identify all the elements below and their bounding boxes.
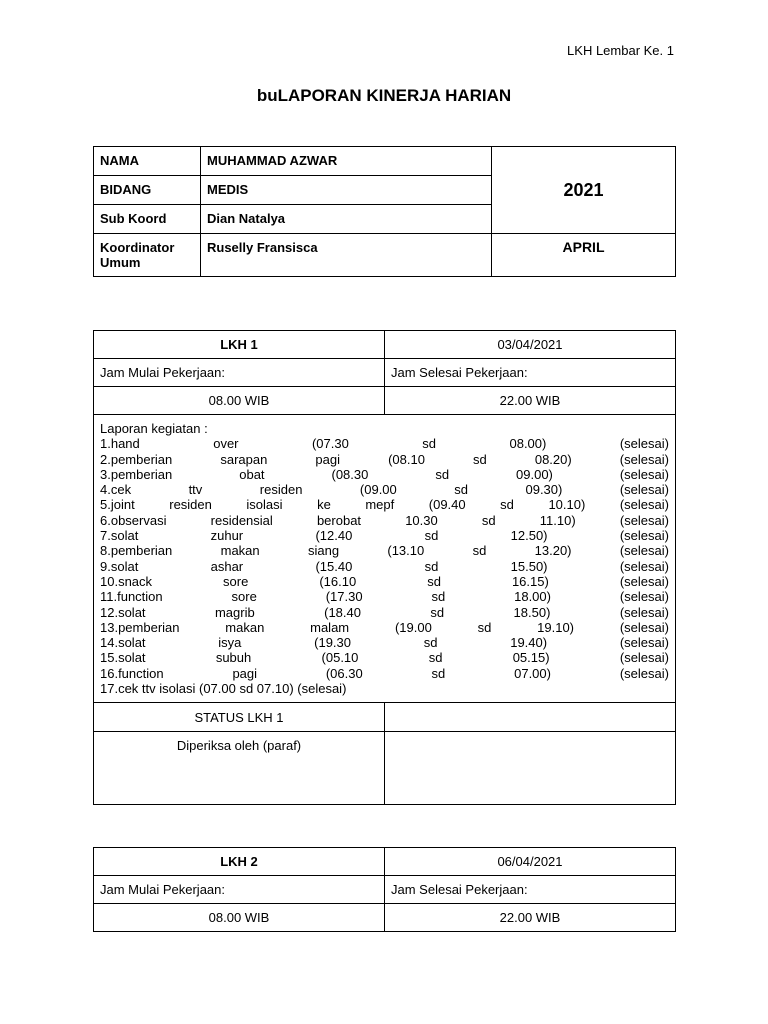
report-word: sd xyxy=(424,558,439,574)
report-word: sd xyxy=(431,665,446,681)
report-word: 9.solat xyxy=(100,558,139,574)
report-heading: Laporan kegiatan : xyxy=(100,421,208,436)
report-word: residensial xyxy=(210,512,273,528)
lkh-2-end-time: 22.00 WIB xyxy=(385,904,676,932)
report-word: (selesai) xyxy=(619,466,669,482)
report-lines xyxy=(100,436,669,681)
label-bidang: BIDANG xyxy=(94,176,201,205)
report-word: sd xyxy=(430,604,445,620)
report-line: 17.cek ttv isolasi (07.00 sd 07.10) (selesai) xyxy=(100,681,347,697)
report-word: zuhur xyxy=(210,528,244,544)
report-line xyxy=(100,635,669,650)
report-word: (05.10 xyxy=(321,650,359,666)
report-word: 15.50) xyxy=(510,558,548,574)
report-word: makan xyxy=(220,543,260,559)
report-word: 19.10) xyxy=(537,619,575,635)
report-word: mepf xyxy=(365,497,395,513)
report-word: 6.observasi xyxy=(100,512,167,528)
report-word: sore xyxy=(223,573,249,589)
report-word: (17.30 xyxy=(325,589,363,605)
lkh-2-date: 06/04/2021 xyxy=(385,848,676,876)
report-word: 11.function xyxy=(100,589,163,605)
lkh-1-start-label: Jam Mulai Pekerjaan: xyxy=(94,359,385,387)
report-line xyxy=(100,589,669,604)
report-word: magrib xyxy=(214,604,255,620)
report-word: isya xyxy=(218,635,242,651)
report-word: malam xyxy=(310,619,350,635)
report-line xyxy=(100,513,669,528)
report-word: ashar xyxy=(210,558,244,574)
report-word: 14.solat xyxy=(100,635,146,651)
lkh-2-table xyxy=(93,847,676,932)
report-word: 13.pemberian xyxy=(100,619,180,635)
report-word: 3.pemberian xyxy=(100,466,173,482)
label-nama: NAMA xyxy=(94,147,201,176)
report-word: (09.00 xyxy=(359,482,397,498)
report-word: (selesai) xyxy=(619,512,669,528)
report-line xyxy=(100,666,669,681)
report-word: 05.15) xyxy=(512,650,550,666)
report-line xyxy=(100,497,669,512)
identity-table xyxy=(93,146,676,277)
report-word: 16.function xyxy=(100,665,164,681)
value-nama: MUHAMMAD AZWAR xyxy=(201,147,492,176)
report-word: 08.00) xyxy=(509,436,547,452)
lkh-1-table xyxy=(93,330,676,805)
value-sub-koord: Dian Natalya xyxy=(201,205,492,234)
report-word: sd xyxy=(423,635,438,651)
report-word: (selesai) xyxy=(619,589,669,605)
report-word: 10.10) xyxy=(548,497,586,513)
report-word: (08.30 xyxy=(331,466,369,482)
report-word: (selesai) xyxy=(619,573,669,589)
report-word: 16.15) xyxy=(511,573,549,589)
report-word: (selesai) xyxy=(619,528,669,544)
value-bidang: MEDIS xyxy=(201,176,492,205)
lkh-2-start-label: Jam Mulai Pekerjaan: xyxy=(94,876,385,904)
report-word: pagi xyxy=(232,665,258,681)
report-word: sd xyxy=(431,589,446,605)
report-line xyxy=(100,436,669,451)
report-word: (19.00 xyxy=(394,619,432,635)
report-word: sd xyxy=(424,528,439,544)
report-word: (selesai) xyxy=(619,497,669,513)
report-word: siang xyxy=(307,543,340,559)
report-line xyxy=(100,528,669,543)
report-word: pagi xyxy=(315,451,340,467)
report-word: (18.40 xyxy=(324,604,361,620)
report-word: sarapan xyxy=(220,451,268,467)
report-word: 18.50) xyxy=(513,604,551,620)
report-line xyxy=(100,605,669,620)
report-word: sd xyxy=(481,512,496,528)
lkh-1-report xyxy=(94,415,676,703)
report-word: 2.pemberian xyxy=(100,451,173,467)
report-word: sd xyxy=(477,619,492,635)
report-word: 12.solat xyxy=(100,604,146,620)
lkh-1-checked-value xyxy=(385,732,676,805)
label-koordinator-umum: Koordinator Umum xyxy=(94,234,201,277)
report-word: berobat xyxy=(316,512,362,528)
report-word: 18.00) xyxy=(514,589,551,605)
report-word: (selesai) xyxy=(619,558,669,574)
report-word: sore xyxy=(231,589,257,605)
report-line xyxy=(100,650,669,665)
report-word: sd xyxy=(473,451,487,467)
report-word: 10.snack xyxy=(100,573,153,589)
report-word: 12.50) xyxy=(510,528,548,544)
report-word: (13.10 xyxy=(387,543,425,559)
report-word: sd xyxy=(435,466,450,482)
lkh-2-start-time: 08.00 WIB xyxy=(94,904,385,932)
report-word: 7.solat xyxy=(100,528,139,544)
report-word: (07.30 xyxy=(311,436,349,452)
report-word: 09.00) xyxy=(516,466,553,482)
report-word: 09.30) xyxy=(525,482,563,498)
report-word: (selesai) xyxy=(619,650,669,666)
report-word: ke xyxy=(317,497,331,513)
report-word: sd xyxy=(454,482,468,498)
report-word: 13.20) xyxy=(534,543,572,559)
lkh-1-status-label: STATUS LKH 1 xyxy=(94,703,385,732)
report-word: 1.hand xyxy=(100,436,140,452)
month-cell: APRIL xyxy=(492,234,676,277)
report-word: (selesai) xyxy=(619,635,669,651)
report-line xyxy=(100,620,669,635)
report-word: 19.40) xyxy=(510,635,548,651)
report-word: 11.10) xyxy=(539,512,576,528)
lkh-2-title: LKH 2 xyxy=(94,848,385,876)
report-word: (selesai) xyxy=(619,619,669,635)
report-word: (selesai) xyxy=(619,604,669,620)
report-word: sd xyxy=(428,650,443,666)
report-word: 15.solat xyxy=(100,650,146,666)
page-title: buLAPORAN KINERJA HARIAN xyxy=(256,86,512,105)
report-line xyxy=(100,559,669,574)
report-line xyxy=(100,482,669,497)
report-line xyxy=(100,543,669,558)
lkh-1-start-time: 08.00 WIB xyxy=(94,387,385,415)
report-word: ttv xyxy=(188,482,203,498)
report-word: (12.40 xyxy=(315,528,353,544)
year-cell: 2021 xyxy=(492,147,676,234)
lkh-1-date: 03/04/2021 xyxy=(385,331,676,359)
lkh-1-checked-label: Diperiksa oleh (paraf) xyxy=(94,732,385,805)
lkh-1-end-time: 22.00 WIB xyxy=(385,387,676,415)
report-word: 4.cek xyxy=(100,482,132,498)
report-word: (09.40 xyxy=(428,497,466,513)
report-word: sd xyxy=(427,573,441,589)
report-word: residen xyxy=(259,482,303,498)
label-sub-koord: Sub Koord xyxy=(94,205,201,234)
report-word: makan xyxy=(225,619,265,635)
report-word: 10.30 xyxy=(405,512,438,528)
sheet-label: LKH Lembar Ke. 1 xyxy=(567,43,674,58)
report-word: isolasi xyxy=(246,497,283,513)
lkh-1-title: LKH 1 xyxy=(94,331,385,359)
report-word: sd xyxy=(472,543,487,559)
report-word: (19.30 xyxy=(314,635,352,651)
report-word: (selesai) xyxy=(619,436,669,452)
lkh-2-end-label: Jam Selesai Pekerjaan: xyxy=(385,876,676,904)
report-word: (selesai) xyxy=(619,451,669,467)
report-word: (15.40 xyxy=(315,558,353,574)
report-word: (selesai) xyxy=(619,665,669,681)
report-word: (selesai) xyxy=(619,482,669,498)
report-word: (selesai) xyxy=(619,543,669,559)
report-word: (16.10 xyxy=(319,573,357,589)
report-word: obat xyxy=(239,466,265,482)
report-word: (06.30 xyxy=(325,665,363,681)
report-word: residen xyxy=(169,497,212,513)
value-koordinator-umum: Ruselly Fransisca xyxy=(201,234,492,277)
report-word: sd xyxy=(422,436,437,452)
report-word: (08.10 xyxy=(388,451,425,467)
report-line xyxy=(100,452,669,467)
report-word: 5.joint xyxy=(100,497,135,513)
report-word: subuh xyxy=(215,650,252,666)
report-word: 08.20) xyxy=(534,451,572,467)
report-word: over xyxy=(213,436,239,452)
report-word: sd xyxy=(500,497,514,513)
report-line xyxy=(100,467,669,482)
lkh-1-end-label: Jam Selesai Pekerjaan: xyxy=(385,359,676,387)
report-word: 07.00) xyxy=(514,665,551,681)
report-word: 8.pemberian xyxy=(100,543,173,559)
lkh-1-status-value xyxy=(385,703,676,732)
report-line xyxy=(100,574,669,589)
